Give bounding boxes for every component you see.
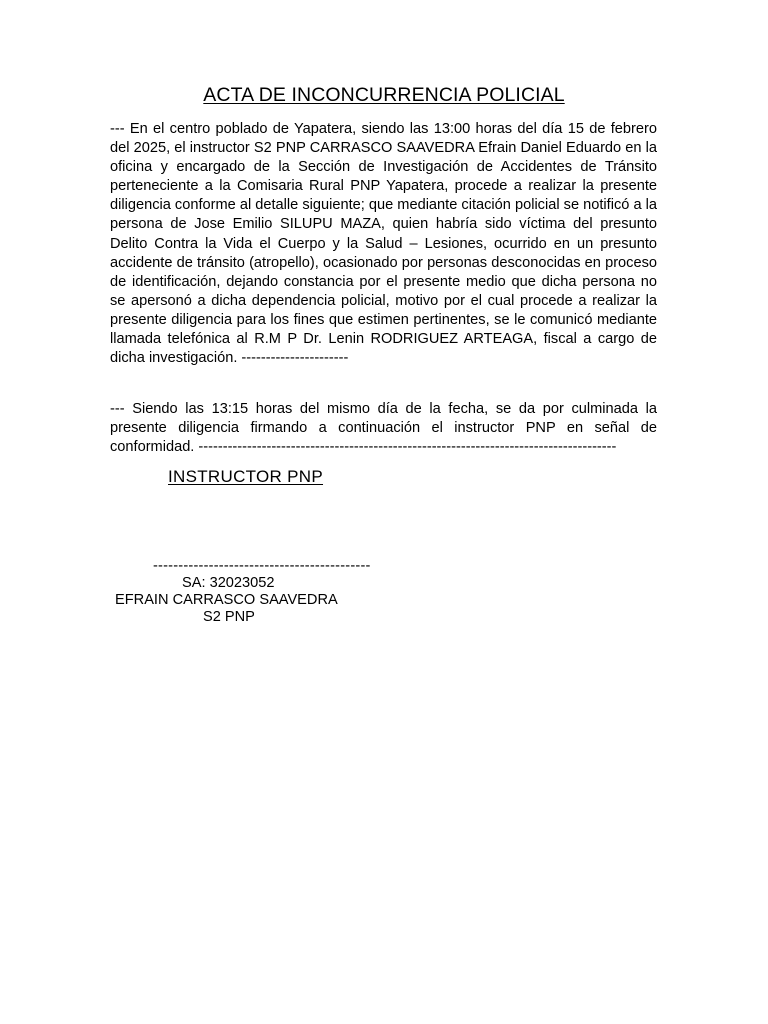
paragraph-1: --- En el centro poblado de Yapatera, siendo las 13:00 horas del día 15 de febrero del 2025, el instructor S2 PNP CARRASCO SAAVEDRA Efrain Daniel Eduardo en la oficina y encargado de la Sección de Investigación de Accidentes de Tránsito perteneciente a la Comisaria Rural PNP Yapatera, procede a realizar la presente diligencia conforme al detalle siguiente; que mediante citación policial se notificó a la persona de Jose Emilio SILUPU MAZA, quien habría sido víctima del presunto Delito Contra la Vida el Cuerpo y la Salud – Lesiones, ocurrido en un presunto accidente de tránsito (atropello), ocasionado por personas desconocidas en proceso de identificación, dejando constancia por el presente medio que dicha persona no se apersonó a dicha dependencia policial, motivo por el cual procede a realizar la presente diligencia para los fines que estimen pertinentes, se le comunicó mediante llamada telefónica al R.M P Dr. Lenin RODRIGUEZ ARTEAGA, fiscal a cargo de dicha investigación. ---------------------- bbox=[110, 121, 657, 367]
signature-rank: S2 PNP bbox=[203, 609, 255, 625]
signature-sa-number: SA: 32023052 bbox=[182, 575, 275, 591]
instructor-heading: INSTRUCTOR PNP bbox=[168, 467, 324, 486]
signature-name: EFRAIN CARRASCO SAAVEDRA bbox=[115, 592, 338, 608]
paragraph-2: --- Siendo las 13:15 horas del mismo día de la fecha, se da por culminada la presente diligencia firmando a continuación el instructor PNP en señal de conformidad. -------------------------------------------------------------------------------------- bbox=[110, 401, 657, 456]
document-title: ACTA DE INCONCURRENCIA POLICIAL bbox=[203, 84, 565, 106]
signature-line: ------------------------------------------- bbox=[153, 558, 371, 574]
